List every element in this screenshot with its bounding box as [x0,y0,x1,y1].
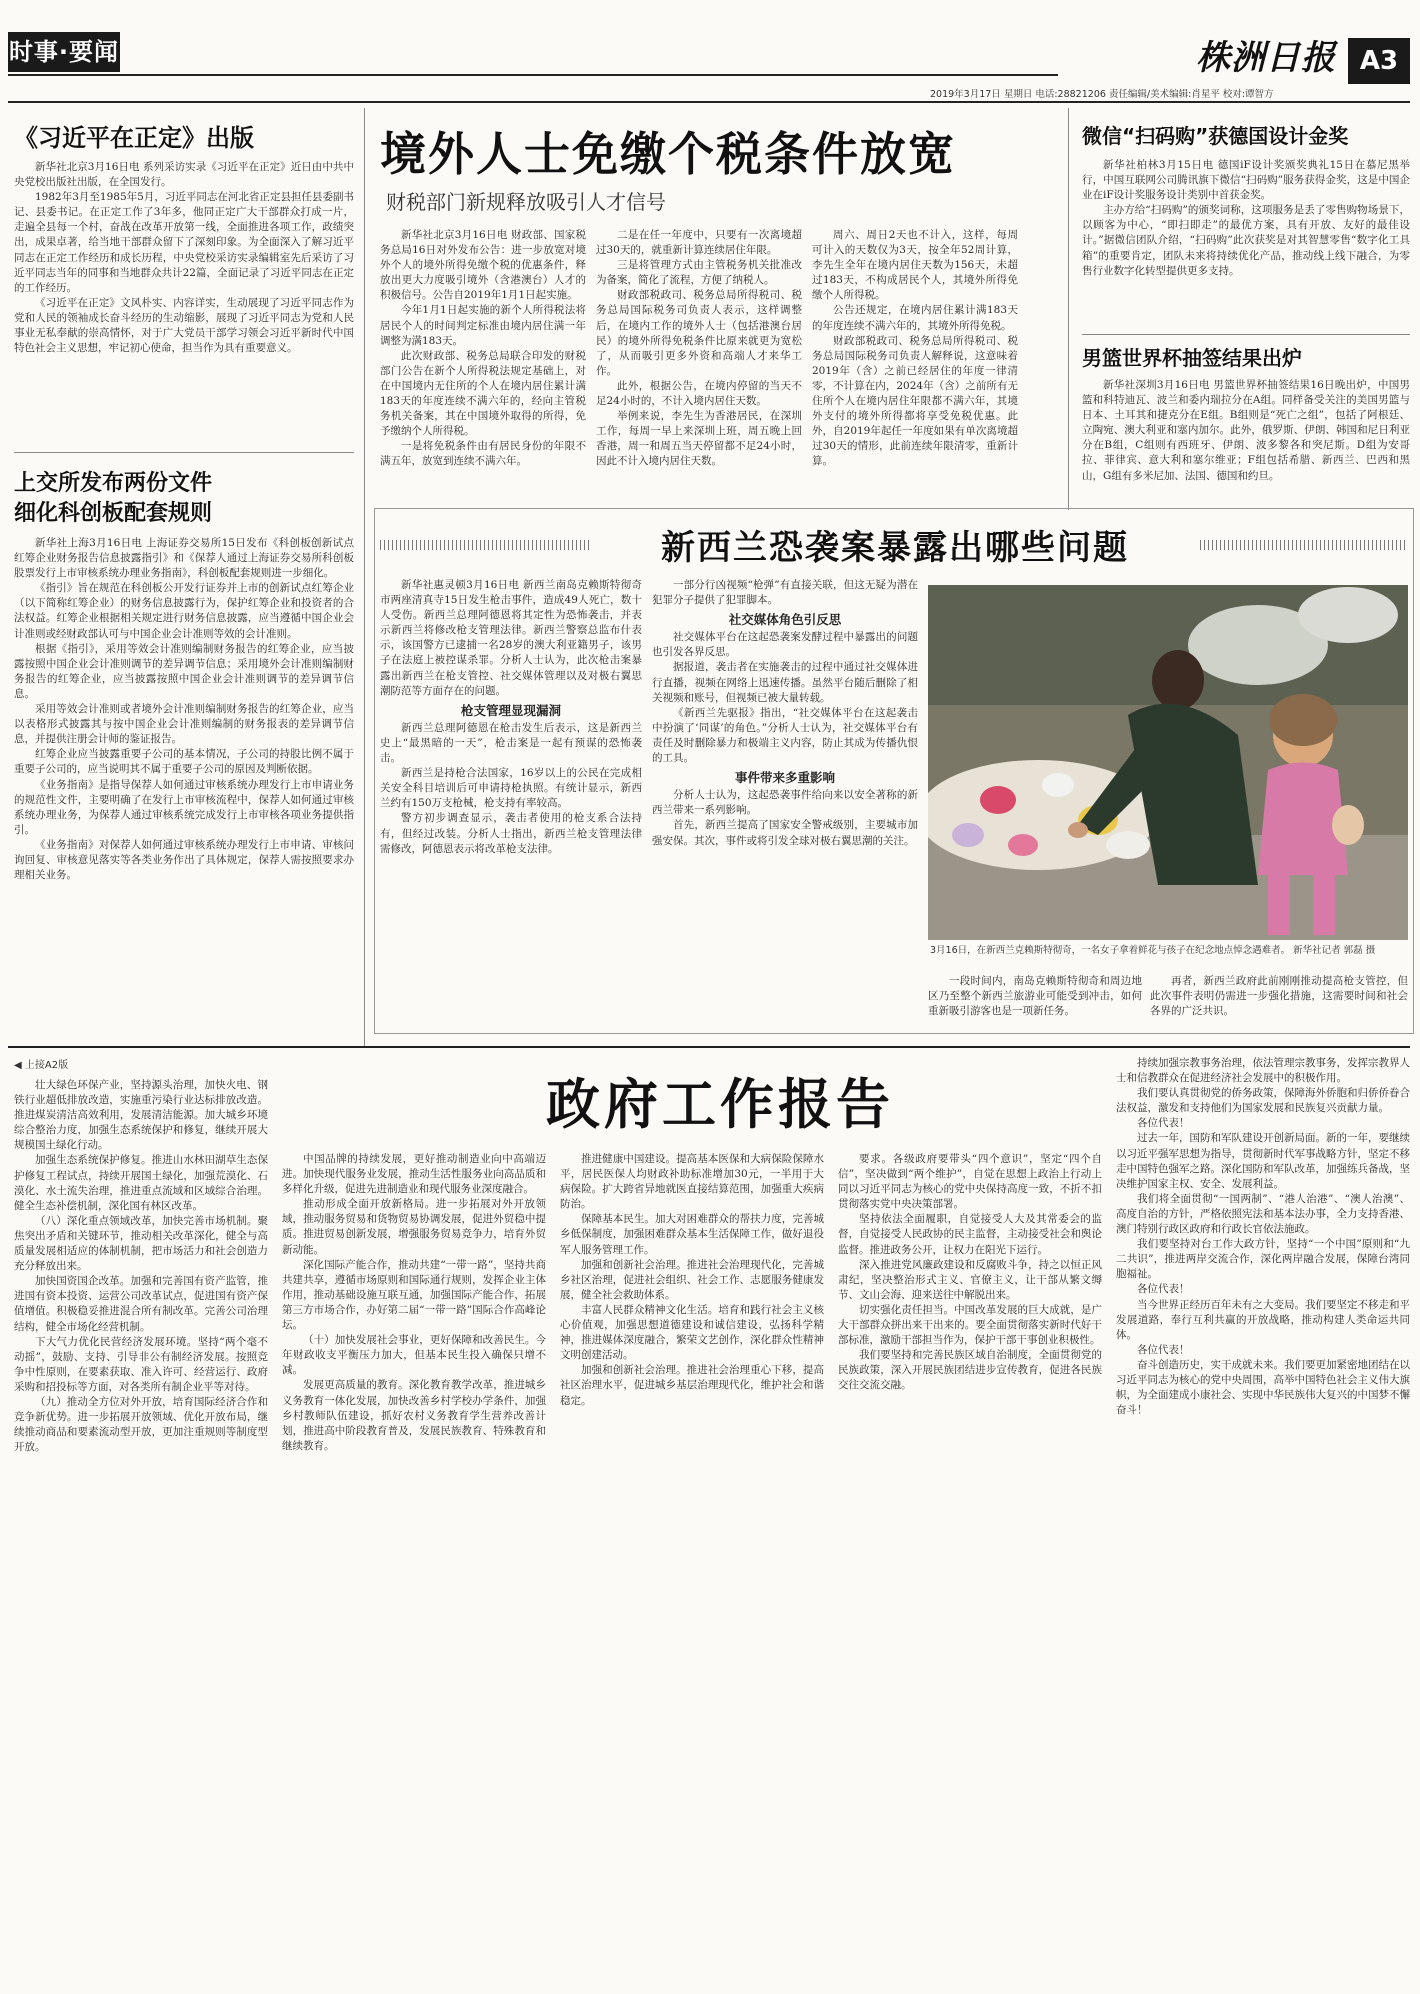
paragraph: 此外，根据公告，在境内停留的当天不足24小时的，不计入境内居住天数。 [596,379,802,408]
paragraph: 周六、周日2天也不计入，这样，每周可计入的天数仅为3天，按全年52周计算，李先生全年在境内居住天数为156天，未超过183天，不构成居民个人，其境外所得免缴个人所得税。 [812,229,1018,302]
paragraph: 新华社深圳3月16日电 男篮世界杯抽签结果16日晚出炉，中国男篮和科特迪瓦、波兰和委内瑞拉分在A组。同样备受关注的美国男篮与日本、土耳其和捷克分在E组。B组则是“死亡之组”，包括了阿根廷、立陶宛、澳大利亚和塞内加尔。此外，俄罗斯、伊朗、韩国和尼日利亚分在B组，C组则有西班牙、伊朗、波多黎各和突尼斯。D组为安哥拉、菲律宾、意大利和塞尔维亚；F组包括希腊、新西兰、巴西和黑山，G组有多米尼加、法国、德国和约旦。 [1082,379,1410,482]
page-number: A3 [1348,38,1410,84]
paragraph: 新华社北京3月16日电 财政部、国家税务总局16日对外发布公告：进一步放宽对境外个人的境外所得免缴个税的优惠条件，释放出更大力度吸引境外（含港澳台）人才的积极信号。公告自2019年1月1日起实施。 [380,229,586,302]
paragraph: 推进健康中国建设。提高基本医保和大病保险保障水平，居民医保人均财政补助标准增加30元，一半用于大病保险。扩大跨省异地就医直接结算范围，加强重大疾病防治。 [560,1153,824,1211]
continued-note [14,1056,68,1071]
paragraph: 1982年3月至1985年5月，习近平同志在河北省正定县担任县委副书记、县委书记。在正定工作了3年多，他同正定广大干部群众打成一片，走遍全县每一个村，奋战在改革开放第一线，全面推进各项工作，政绩突出，成果卓著，给当地干部群众留下了深刻印象。为全面深入了解习近平同志在正定工作经历和成长历程，中央党校采访实录编辑室先后采访了习近平同志当年的同事和当地群众共计22篇，全面记录了习近平同志在正定的工作经历。 [14,191,354,294]
paragraph: 社交媒体平台在这起恐袭案发酵过程中暴露出的问题也引发各界反思。 [652,631,918,659]
paragraph: 持续加强宗教事务治理，依法管理宗教事务，发挥宗教界人士和信教群众在促进经济社会发展中的积极作用。 [1116,1057,1410,1085]
paragraph: 据报道，袭击者在实施袭击的过程中通过社交媒体进行直播，视频在网络上迅速传播。虽然平台随后删除了相关视频和账号，但视频已被大量转载。 [652,661,918,704]
tax-headline: 境外人士免缴个税条件放宽 [380,127,956,181]
paragraph: 警方初步调查显示，袭击者使用的枪支系合法持有，但经过改装。分析人士指出，新西兰枪支管理法律需修改，阿德恩表示将改革枪支法律。 [380,812,642,855]
paragraph: 《业务指南》是指导保荐人如何通过审核系统办理发行上市申请业务的规范性文件，主要明确了在发行上市审核流程中，保荐人如何通过审核系统办理业务，为保荐人通过审核系统完成发行上市审核各项业务提供指引。 [14,778,354,836]
nz-headline: 新西兰恐袭案暴露出哪些问题 [661,528,1129,568]
wechat-headline: 微信“扫码购”获德国设计金奖 [1082,124,1349,148]
nz-col-1 [380,578,642,1025]
paragraph: 新西兰总理阿德恩在枪击发生后表示，这是新西兰史上“最黑暗的一天”，枪击案是一起有预谋的恐怖袭击。 [380,721,642,765]
nz-subhead-guns: 枪支管理显现漏洞 [460,702,561,718]
paragraph: 丰富人民群众精神文化生活。培育和践行社会主义核心价值观，加强思想道德建设和诚信建设，弘扬科学精神，推进媒体深度融合，繁荣文艺创作，深化群众性精神文明创建活动。 [560,1303,824,1362]
masthead-logo: 株洲日报 [1196,38,1336,78]
paragraph: 各位代表！ [1137,1343,1190,1356]
paragraph: （八）深化重点领域改革，加快完善市场机制。聚焦突出矛盾和关键环节，推动相关改革深化，健全与高质量发展相适应的体制机制，把市场活力和社会创造力充分释放出来。 [14,1214,268,1273]
paragraph: 加强和创新社会治理。推进社会治理现代化，完善城乡社区治理，促进社会组织、社会工作、志愿服务健康发展，健全社会救助体系。 [560,1258,824,1301]
paragraph: 下大气力优化民营经济发展环境。坚持“两个毫不动摇”，鼓励、支持、引导非公有制经济发展。按照竞争中性原则，在要素获取、准入许可、经营运行、政府采购和招投标等方面，对各类所有制企业平等对待。 [14,1335,268,1393]
divider [1082,334,1410,335]
gov-col-4 [838,1152,1102,1986]
paragraph: 一是将免税条件由有居民身份的年限不满五年，放宽到连续不满六年。 [380,440,586,468]
photo-illustration [928,585,1408,940]
paragraph: 深入推进党风廉政建设和反腐败斗争，持之以恒正风肃纪，坚决整治形式主义、官僚主义，让干部从繁文缛节、文山会海、迎来送往中解脱出来。 [838,1258,1102,1301]
sse-headline-1: 上交所发布两份文件 [14,471,213,496]
paragraph: 再者，新西兰政府此前刚刚推动提高枪支管控，但此次事件表明仍需进一步强化措施，这需要时间和社会各界的广泛共识。 [1150,975,1408,1018]
paragraph: 二是在任一年度中，只要有一次离境超过30天的，就重新计算连续居住年限。 [596,229,802,257]
paragraph: 《新西兰先驱报》指出，“社交媒体平台在这起袭击中扮演了‘同谋’的角色。”分析人士认为，社交媒体平台有责任及时删除暴力和极端主义内容，防止其成为传播仇恨的工具。 [652,706,918,765]
paragraph: 坚持依法全面履职，自觉接受人大及其常委会的监督，自觉接受人民政协的民主监督，主动接受社会和舆论监督。推进政务公开，让权力在阳光下运行。 [838,1213,1102,1256]
paragraph: 壮大绿色环保产业，坚持源头治理，加快火电、钢铁行业超低排放改造，实施重污染行业达标排放改造。推进煤炭清洁高效利用，发展清洁能源。加大城乡环境综合整治力度，加强生态系统保护和修复，继续开展大规模国土绿化行动。 [14,1079,268,1152]
nz-col-3 [928,974,1142,1030]
continued-arrow-icon: ◀ [14,1060,22,1071]
paragraph: 首先，新西兰提高了国家安全警戒级别，主要城市加强安保。其次，事件或将引发全球对极右翼思潮的关注。 [652,819,918,847]
paragraph: 奋斗创造历史，实干成就未来。我们要更加紧密地团结在以习近平同志为核心的党中央周围，高举中国特色社会主义伟大旗帜，为全面建成小康社会、实现中华民族伟大复兴的中国梦不懈奋斗！ [1116,1358,1410,1417]
nz-title-decoration-right [1200,540,1406,550]
paragraph: 保障基本民生。加大对困难群众的帮扶力度，完善城乡低保制度，加强困难群众基本生活保障工作，做好退役军人服务管理工作。 [560,1213,824,1256]
paragraph: 此次财政部、税务总局联合印发的财税部门公告在新个人所得税法规定基础上，对在中国境内无住所的个人在境内居住累计满183天的年度连续不满六年的，经向主管税务机关备案，其在中国境外取得的所得，免予缴纳个人所得税。 [380,349,586,438]
paragraph: 加强生态系统保护修复。推进山水林田湖草生态保护修复工程试点，持续开展国土绿化，加强荒漠化、石漠化、水土流失治理，推进重点流域和区域综合治理。健全生态补偿机制，深化国有林区改革。 [14,1154,268,1212]
sse-headline-2: 细化科创板配套规则 [14,501,213,526]
paragraph: 各位代表！ [1137,1283,1190,1296]
paragraph: 过去一年，国防和军队建设开创新局面。新的一年，要继续以习近平强军思想为指导，贯彻新时代军事战略方针，坚定不移走中国特色强军之路。深化国防和军队改革，加强练兵备战，坚决维护国家主权、安全、发展利益。 [1116,1132,1410,1190]
paragraph: 《指引》旨在规范在科创板公开发行证券并上市的创新试点红筹企业（以下简称红筹企业）的财务信息披露行为，保护红筹企业和投资者的合法权益。红筹企业根据相关规定进行财务信息披露，应当遵循中国企业会计准则或经财政部认可与中国企业会计准则等效的会计准则。 [14,582,354,640]
basketball-body [1082,378,1410,502]
section-label: 时事·要闻 [8,32,120,72]
paragraph: 当今世界正经历百年未有之大变局。我们要坚定不移走和平发展道路，奉行互利共赢的开放战略，推动构建人类命运共同体。 [1116,1298,1410,1341]
paragraph: 三是将管理方式由主管税务机关批准改为备案，简化了流程，方便了纳税人。 [596,259,802,287]
photo-caption: 3月16日，在新西兰克赖斯特彻奇，一名女子拿着鲜花与孩子在纪念地点悼念遇难者。 新华社记者 郭磊 摄 [930,945,1376,956]
paragraph: 新华社柏林3月15日电 德国iF设计奖颁奖典礼15日在慕尼黑举行，中国互联网公司腾讯旗下微信“扫码购”服务获得金奖，这是中国企业在iF设计奖服务设计类别中首获金奖。 [1082,159,1410,202]
section-underline [8,74,1058,76]
nz-col-2 [652,578,918,1025]
paragraph: （九）推动全方位对外开放，培育国际经济合作和竞争新优势。进一步拓展开放领域、优化开放布局，继续推动商品和要素流动型开放，更加注重规则等制度型开放。 [14,1395,268,1454]
nz-subhead-social-media: 社交媒体角色引反思 [728,612,842,628]
sse-body [14,536,354,1041]
paragraph: 红筹企业应当披露重要子公司的基本情况，子公司的持股比例不属于重要子公司的，应当说明其不属于重要子公司的原因及判断依据。 [14,748,354,776]
paragraph: 分析人士认为，这起恐袭事件给向来以安全著称的新西兰带来一系列影响。 [652,789,918,817]
paragraph: 我们要坚持对台工作大政方针，坚持“一个中国”原则和“九二共识”，推进两岸交流合作，深化两岸融合发展，保障台湾同胞福祉。 [1116,1238,1410,1281]
paragraph: 新华社惠灵顿3月16日电 新西兰南岛克赖斯特彻奇市两座清真寺15日发生枪击事件，造成49人死亡，数十人受伤。新西兰总理阿德恩将其定性为恐怖袭击，并表示新西兰将修改枪支管理法律。新西兰警察总监布什表示，该国警方已逮捕一名28岁的澳大利亚籍男子，该男子在法庭上被控谋杀罪。分析人士认为，此次枪击案暴露出新西兰在枪支管控、社交媒体管理以及对极右翼思潮防范等方面存在的问题。 [380,579,642,697]
paragraph: 中国品牌的持续发展，更好推动制造业向中高端迈进。加快现代服务业发展，推动生活性服务业向高品质和多样化升级，促进先进制造业和现代服务业深度融合。 [282,1153,546,1196]
paragraph: 我们将全面贯彻“一国两制”、“港人治港”、“澳人治澳”、高度自治的方针，严格依照宪法和基本法办事，全力支持香港、澳门特别行政区政府和行政长官依法施政。 [1116,1192,1410,1236]
paragraph: 今年1月1日起实施的新个人所得税法将居民个人的时间判定标准由境内居住满一年调整为满183天。 [380,304,586,347]
paragraph: 举例来说，李先生为香港居民，在深圳工作，每周一早上来深圳上班，周五晚上回香港，周一和周五当天停留都不足24小时，因此不计入境内居住天数。 [596,410,802,468]
gov-col-5 [1116,1056,1410,1986]
basketball-headline: 男篮世界杯抽签结果出炉 [1082,346,1302,370]
paragraph: 发展更高质量的教育。深化教育教学改革，推进城乡义务教育一体化发展，加快改善乡村学校办学条件，加强乡村教师队伍建设，抓好农村义务教育学生营养改善计划，推进高中阶段教育普及，发展民族教育、特殊教育和继续教育。 [282,1379,546,1452]
paragraph: 新华社北京3月16日电 系列采访实录《习近平在正定》近日由中共中央党校出版社出版，在全国发行。 [14,161,354,189]
paragraph: 公告还规定，在境内居住累计满183天的年度连续不满六年的，其境外所得免税。 [812,304,1018,332]
paragraph: 我们要认真贯彻党的侨务政策，保障海外侨胞和归侨侨眷合法权益，激发和支持他们为国家发展和民族复兴贡献力量。 [1116,1087,1410,1115]
vertical-divider [364,108,365,1048]
gov-col-1 [14,1078,268,1986]
paragraph: 一段时间内，南岛克赖斯特彻奇和周边地区乃至整个新西兰旅游业可能受到冲击，如何重新吸引游客也是一项新任务。 [928,975,1142,1018]
paragraph: （十）加快发展社会事业，更好保障和改善民生。今年财政收支平衡压力加大，但基本民生投入确保只增不减。 [282,1334,546,1377]
tax-col-1 [380,228,586,500]
paragraph: 我们要坚持和完善民族区域自治制度，全面贯彻党的民族政策，深入开展民族团结进步宣传教育，促进各民族交往交流交融。 [838,1349,1102,1392]
paragraph: 推动形成全面开放新格局。进一步拓展对外开放领域，推动服务贸易和货物贸易协调发展，促进外贸稳中提质。推进贸易创新发展，增强服务贸易竞争力，培育外贸新动能。 [282,1198,546,1256]
tax-subheadline: 财税部门新规释放吸引人才信号 [386,190,666,214]
paragraph: 新华社上海3月16日电 上海证券交易所15日发布《科创板创新试点红筹企业财务报告信息披露指引》和《保荐人通过上海证券交易所科创板股票发行上市审核系统办理业务指南》，科创板配套规则进一步细化。 [14,537,354,580]
wechat-body [1082,158,1410,326]
vertical-divider [1068,108,1069,510]
news-photo [928,585,1408,940]
header-rule [8,101,1410,103]
paragraph: 新西兰是持枪合法国家，16岁以上的公民在完成相关安全科目培训后可申请持枪执照。有统计显示，新西兰约有150万支枪械，枪支持有率较高。 [380,767,642,810]
nz-subhead-impact: 事件带来多重影响 [734,770,835,786]
tax-col-2 [596,228,802,500]
paragraph: 加强和创新社会治理。推进社会治理重心下移，提高社区治理水平，促进城乡基层治理现代化，维护社会和谐稳定。 [560,1364,824,1407]
section-rule [8,1046,1410,1048]
paragraph: 主办方给“扫码购”的颁奖词称，这项服务是丢了零售购物场景下，以顾客为中心，“即扫即走”的最优方案，具有开放、友好的最佳设计。”据微信团队介绍，“扫码购”此次获奖是对其智慧零售“数字化工具箱”的重要肯定，团队未来将持续优化产品，推动线上线下融合，为零售行业数字化转型提供更多支持。 [1082,204,1410,277]
paragraph: 一部分行凶视频“枪弹”有直接关联，但这无疑为潜在犯罪分子提供了犯罪脚本。 [652,579,918,607]
paragraph: 财政部税政司、税务总局所得税司、税务总局国际税务司负责人表示，这样调整后，在境内工作的境外人士（包括港澳台居民）的境外所得免税条件比原来就更为宽松了，从而吸引更多外资和高端人才来华工作。 [596,289,802,377]
paragraph: 财政部税政司、税务总局所得税司、税务总局国际税务司负责人解释说，这意味着2019年（含）之前已经居住的年度一律清零，不计算在内，2024年（含）之前所有无住所个人在境内居住年限都不满六年，其境外支付的境外所得都将享受免税优惠。此外，自2019年起任一年度如果有单次离境超过30天的情形，此前连续年限清零，重新计算。 [812,334,1018,468]
xi-body [14,160,354,442]
divider [14,452,354,453]
gov-report-headline: 政府工作报告 [546,1072,894,1136]
tax-col-3 [812,228,1018,500]
header-meta: 2019年3月17日 星期日 电话:28821206 责任编辑/美术编辑:肖星平 校对:谭智方 [930,89,1274,100]
paragraph: 《习近平在正定》文风朴实、内容详实，生动展现了习近平同志作为党和人民的领袖成长奋斗经历的生动缩影，展现了习近平同志为党和人民事业无私奉献的崇高情怀，对于广大党员干部学习领会习近平新时代中国特色社会主义思想，牢记初心使命，担当作为具有重要意义。 [14,296,354,355]
continued-text: 上接A2版 [24,1060,69,1071]
nz-title-decoration-left [380,540,590,550]
paragraph: 各位代表！ [1137,1117,1190,1130]
nz-col-4 [1150,974,1408,1030]
paragraph: 要求。各级政府要带头“四个意识”，坚定“四个自信”，坚决做到“两个维护”，自觉在思想上政治上行动上同以习近平同志为核心的党中央保持高度一致，不折不扣贯彻落实党中央决策部署。 [838,1153,1102,1211]
paragraph: 《业务指南》对保荐人如何通过审核系统办理发行上市申请、审核问询回复、审核意见落实等各类业务作出了具体规定，保荐人需按照要求办理相关业务。 [14,838,354,882]
xi-headline: 《习近平在正定》出版 [14,123,254,152]
paragraph: 切实强化责任担当。中国改革发展的巨大成就，是广大干部群众拼出来干出来的。要全面贯彻落实新时代好干部标准，激励干部担当作为，保护干部干事创业积极性。 [838,1303,1102,1347]
gov-col-3 [560,1152,824,1986]
paragraph: 加快国资国企改革。加强和完善国有资产监管，推进国有资本投资、运营公司改革试点，促进国有资产保值增值。积极稳妥推进混合所有制改革。完善公司治理结构，健全市场化经营机制。 [14,1275,268,1333]
gov-col-2 [282,1152,546,1986]
paragraph: 采用等效会计准则或者境外会计准则编制财务报告的红筹企业，应当以表格形式披露其与按中国企业会计准则编制的财务报表的差异调节信息，并提供注册会计师的鉴证报告。 [14,703,354,746]
paragraph: 根据《指引》，采用等效会计准则编制财务报告的红筹企业，应当披露按照中国企业会计准则调节的差异调节信息；采用境外会计准则编制财务报告的红筹企业，应当披露按照中国企业会计准则调节的差异调节信息。 [14,642,354,700]
paragraph: 深化国际产能合作，推动共建“一带一路”，坚持共商共建共享，遵循市场原则和国际通行规则，发挥企业主体作用，推动基础设施互联互通，加强国际产能合作，拓展第三方市场合作，办好第二届“一带一路”国际合作高峰论坛。 [282,1258,546,1332]
